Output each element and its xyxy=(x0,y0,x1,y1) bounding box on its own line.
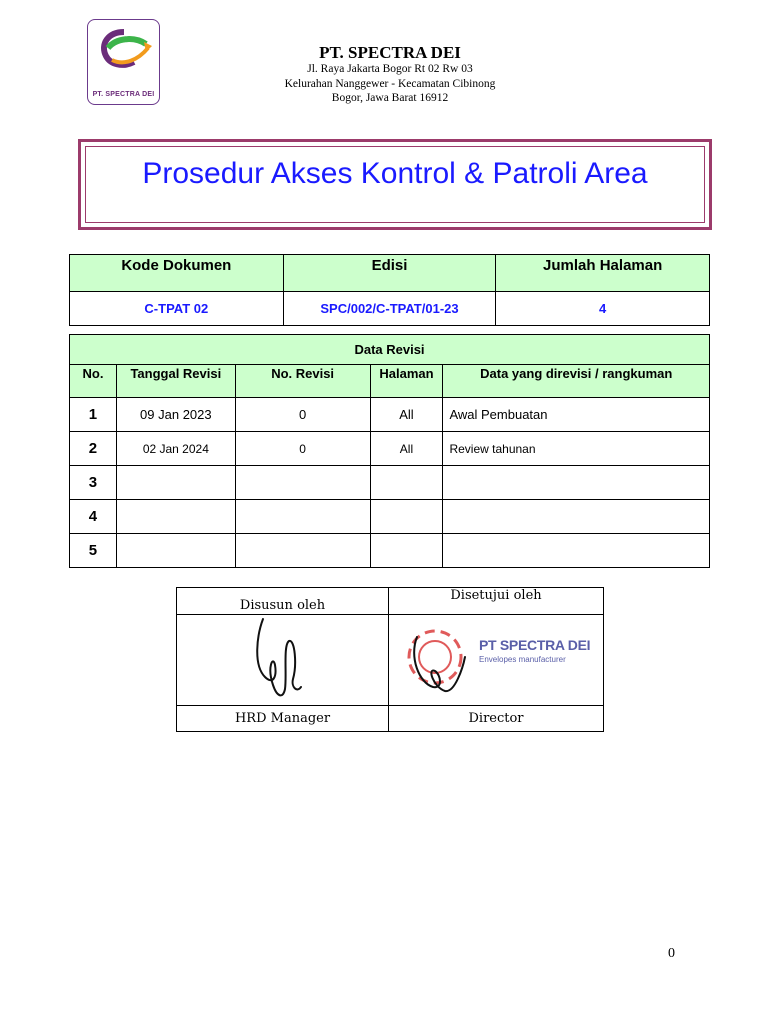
table-row xyxy=(70,534,710,568)
stamp-tagline: Envelopes manufacturer xyxy=(479,655,566,664)
table-row xyxy=(70,466,710,500)
row-summary: Review tahunan xyxy=(443,432,710,466)
row-page: All xyxy=(370,398,443,432)
header-jumlah-halaman: Jumlah Halaman xyxy=(496,255,710,292)
col-header-revision: No. Revisi xyxy=(235,365,370,398)
handwritten-signature-icon xyxy=(243,615,323,701)
revision-caption: Data Revisi xyxy=(70,335,710,365)
company-logo xyxy=(87,19,160,105)
table-row xyxy=(70,398,710,432)
table-row xyxy=(70,500,710,534)
row-page xyxy=(370,500,443,534)
col-header-date: Tanggal Revisi xyxy=(116,365,235,398)
row-no: 2 xyxy=(70,432,117,466)
row-page xyxy=(370,534,443,568)
document-title: Prosedur Akses Kontrol & Patroli Area xyxy=(142,157,648,190)
approved-signature-cell xyxy=(389,615,604,706)
row-revision xyxy=(235,500,370,534)
col-header-summary: Data yang direvisi / rangkuman xyxy=(443,365,710,398)
address-line-1: Jl. Raya Jakarta Bogor Rt 02 Rw 03 xyxy=(307,63,473,75)
logo-wordmark: PT. SPECTRA DEI xyxy=(92,91,155,98)
header-kode-dokumen: Kode Dokumen xyxy=(70,255,284,292)
page-number: 0 xyxy=(668,946,675,961)
row-summary xyxy=(443,534,710,568)
approved-role: Director xyxy=(389,706,604,732)
approved-by-label: Disetujui oleh xyxy=(389,588,604,615)
value-edisi: SPC/002/C-TPAT/01-23 xyxy=(283,292,496,326)
row-date xyxy=(116,466,235,500)
row-revision: 0 xyxy=(235,398,370,432)
stamp-seal-icon xyxy=(399,617,479,703)
prepared-by-label: Disusun oleh xyxy=(177,588,389,615)
address-line-2: Kelurahan Nanggewer - Kecamatan Cibinong xyxy=(284,78,496,90)
revision-table xyxy=(69,334,710,568)
row-page: All xyxy=(370,432,443,466)
table-row xyxy=(70,432,710,466)
row-no: 5 xyxy=(70,534,117,568)
row-page xyxy=(370,466,443,500)
row-date xyxy=(116,534,235,568)
value-jumlah-halaman: 4 xyxy=(496,292,710,326)
row-revision xyxy=(235,534,370,568)
title-inner-frame xyxy=(85,146,705,223)
title-frame xyxy=(78,139,712,230)
stamp-company-name: PT SPECTRA DEI xyxy=(479,637,591,653)
document-info-table xyxy=(69,254,710,326)
col-header-page: Halaman xyxy=(370,365,443,398)
row-revision: 0 xyxy=(235,432,370,466)
row-date xyxy=(116,500,235,534)
value-kode-dokumen: C-TPAT 02 xyxy=(70,292,284,326)
logo-swoosh-icon xyxy=(94,26,154,78)
row-date: 02 Jan 2024 xyxy=(116,432,235,466)
row-date: 09 Jan 2023 xyxy=(116,398,235,432)
address-line-3: Bogor, Jawa Barat 16912 xyxy=(331,92,449,104)
prepared-role: HRD Manager xyxy=(177,706,389,732)
prepared-signature-cell xyxy=(177,615,389,706)
company-name: PT. SPECTRA DEI xyxy=(319,43,461,62)
row-summary xyxy=(443,500,710,534)
approval-table xyxy=(176,587,604,732)
company-stamp xyxy=(399,617,599,703)
row-no: 3 xyxy=(70,466,117,500)
header-edisi: Edisi xyxy=(283,255,496,292)
row-revision xyxy=(235,466,370,500)
row-summary: Awal Pembuatan xyxy=(443,398,710,432)
row-summary xyxy=(443,466,710,500)
col-header-no: No. xyxy=(70,365,117,398)
row-no: 1 xyxy=(70,398,117,432)
row-no: 4 xyxy=(70,500,117,534)
